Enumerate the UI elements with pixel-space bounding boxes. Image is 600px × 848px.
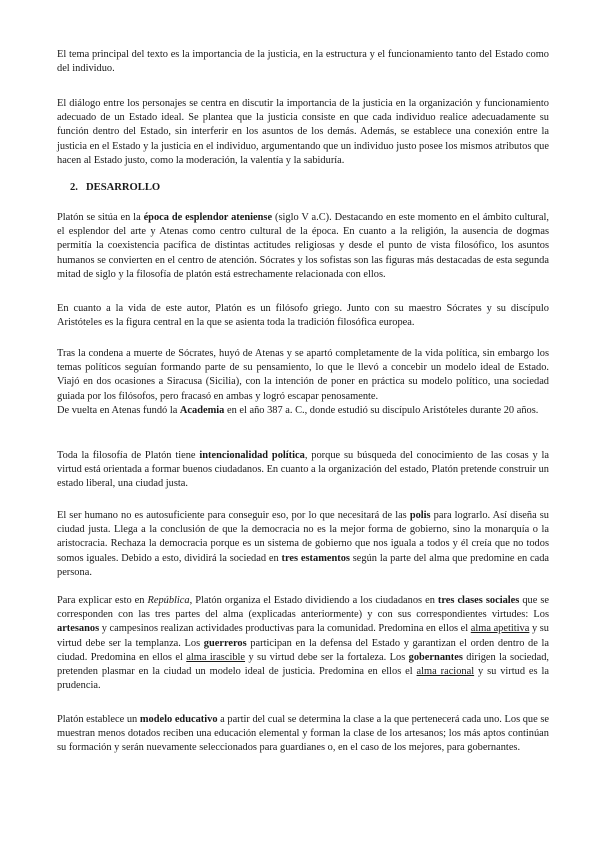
text-run: para lograrlo. Así diseña su ciudad justa. Llega a la conclusión de que la democracia no es la mejor forma de gobierno, sino la monarquía o la aristocracia. Rechaza la democracia porque es un sistema de gobierno que nos iguala a todos y él creía que no todos somos iguales. Debido a esto, dividirá la sociedad en <box>57 510 549 564</box>
text-run: dirigen la sociedad, pretenden plasmar en la ciudad un modelo ideal de justicia. Predomina en ellos el <box>57 651 549 678</box>
paragraph-text: El diálogo entre los personajes se centra en discutir la importancia de la justicia en la organización y funcionamiento adecuado de un Estado ideal. Se plantea que la justicia consiste en que cada individuo realice adecuadamente su función dentro del Estado, sin interferir en los asuntos de los demás. Además, se establece una conexión entre la justicia en el Estado y la justicia en el individuo, argumentando que un individuo justo posee los mismos atributos que hacen al Estado justo, como la moderación, la valentía y la sabiduría. <box>57 98 549 166</box>
section-heading <box>70 181 160 195</box>
text-run: Platón establece un <box>57 714 140 725</box>
text-run: según la parte del alma que predomine en cada persona. <box>57 552 550 578</box>
paragraph-text: El tema principal del texto es la importancia de la justicia, en la estructura y el funcionamiento tanto del Estado como del individuo. <box>57 49 549 75</box>
text-run: El ser humano no es autosuficiente para conseguir eso, por lo que necesitará de las <box>57 510 410 521</box>
text-run: y campesinos realizan actividades productivas para la comunidad. Predomina en ellos el <box>99 623 471 635</box>
paragraph-main-theme <box>57 48 549 76</box>
bold-term: Academia <box>179 404 225 416</box>
text-run: participan en la defensa del Estado y garantizan el orden dentro de la ciudad. Predomina en ellos el <box>57 637 549 663</box>
section-number: 2. <box>70 182 78 193</box>
text-run: Toda la filosofía de Platón tiene <box>57 450 200 461</box>
text-run: Tras la condena a muerte de Sócrates, huyó de Atenas y se apartó completamente de la vida política, sin embargo los temas políticos seguían formando parte de su pensamiento, lo que le llevó a concebir un modelo ideal de Estado. Viajó en dos ocasiones a Siracusa (Sicilia), con la intención de poner en práctica su modelo político, una sociedad guiada por los filósofos, pero fracasó en ambas y logró escapar penosamente. <box>57 348 549 402</box>
bold-term: modelo educativo <box>139 714 218 725</box>
paragraph-context <box>57 211 549 282</box>
text-run: , Platón organiza el Estado dividiendo a los ciudadanos en <box>189 595 438 606</box>
bold-term: intencionalidad política <box>199 450 305 461</box>
underlined-term: alma irascible <box>186 651 246 663</box>
text-run: y su virtud debe ser la templanza. Los <box>57 623 549 649</box>
paragraph-text: En cuanto a la vida de este autor, Platón es un filósofo griego. Junto con su maestro Sócrates y su discípulo Aristóteles es la figura central en la que se asienta toda la tradición filosófica europea. <box>57 303 549 329</box>
paragraph-biography <box>57 302 549 330</box>
bold-term: gobernantes <box>408 651 463 663</box>
text-run: De vuelta en Atenas fundó la <box>57 404 180 416</box>
bold-term: guerreros <box>203 637 247 649</box>
paragraph-social-classes <box>57 594 549 693</box>
paragraph-political-intent <box>57 449 549 492</box>
italic-title: República <box>147 595 190 606</box>
bold-term: época de esplendor ateniense <box>143 212 273 223</box>
bold-term: tres estamentos <box>281 552 350 564</box>
underlined-term: alma apetitiva <box>470 623 530 635</box>
paragraph-socrates-death <box>57 347 549 418</box>
section-title: DESARROLLO <box>86 182 161 193</box>
text-run: , porque su búsqueda del conocimiento de las cosas y la virtud está orientada a formar buenos ciudadanos. En cuanto a la organización del estado, Platón pretende construir un estado liberal, una ciudad justa. <box>57 450 550 490</box>
bold-term: artesanos <box>57 623 100 635</box>
text-run: que se corresponden con las tres partes del alma (explicadas anteriormente) y con sus correspondientes virtudes: Los <box>57 595 549 621</box>
text-run: Para explicar esto en <box>57 595 148 606</box>
bold-term: polis <box>409 510 431 521</box>
paragraph-education <box>57 713 549 756</box>
text-run: en el año 387 a. C., donde estudió su discípulo Aristóteles durante 20 años. <box>224 404 539 416</box>
bold-term: tres clases sociales <box>437 595 520 606</box>
text-run: (siglo V a.C). Destacando en este momento en el ámbito cultural, el esplendor del arte y Atenas como centro cultural de la época. En cuanto a la religión, la ausencia de dogmas permitía la coexistencia pacífica de distintas actitudes religiosas y desde el punto de vista filosófico, los asuntos humanos se convierten en el centro de atención. Sócrates y los sofistas son las figuras más destacadas de esta segunda mitad de siglo y la filosofía de platón está estrechamente relacionada con ellos. <box>57 212 549 280</box>
text-run: y su virtud es la prudencia. <box>57 666 549 692</box>
paragraph-polis <box>57 509 549 580</box>
text-run: Platón se sitúa en la <box>57 212 144 223</box>
paragraph-dialogue <box>57 97 549 168</box>
underlined-term: alma racional <box>416 666 475 678</box>
text-run: y su virtud debe ser la fortaleza. Los <box>245 651 409 663</box>
text-run: a partir del cual se determina la clase a la que pertenecerá cada uno. Los que se muestran menos dotados reciben una educación elemental y forman la clase de los artesanos; los más aptos continúan su formación y serán nuevamente seleccionados para guardianes o, en el caso de los mejores, para gobernantes. <box>57 714 549 754</box>
